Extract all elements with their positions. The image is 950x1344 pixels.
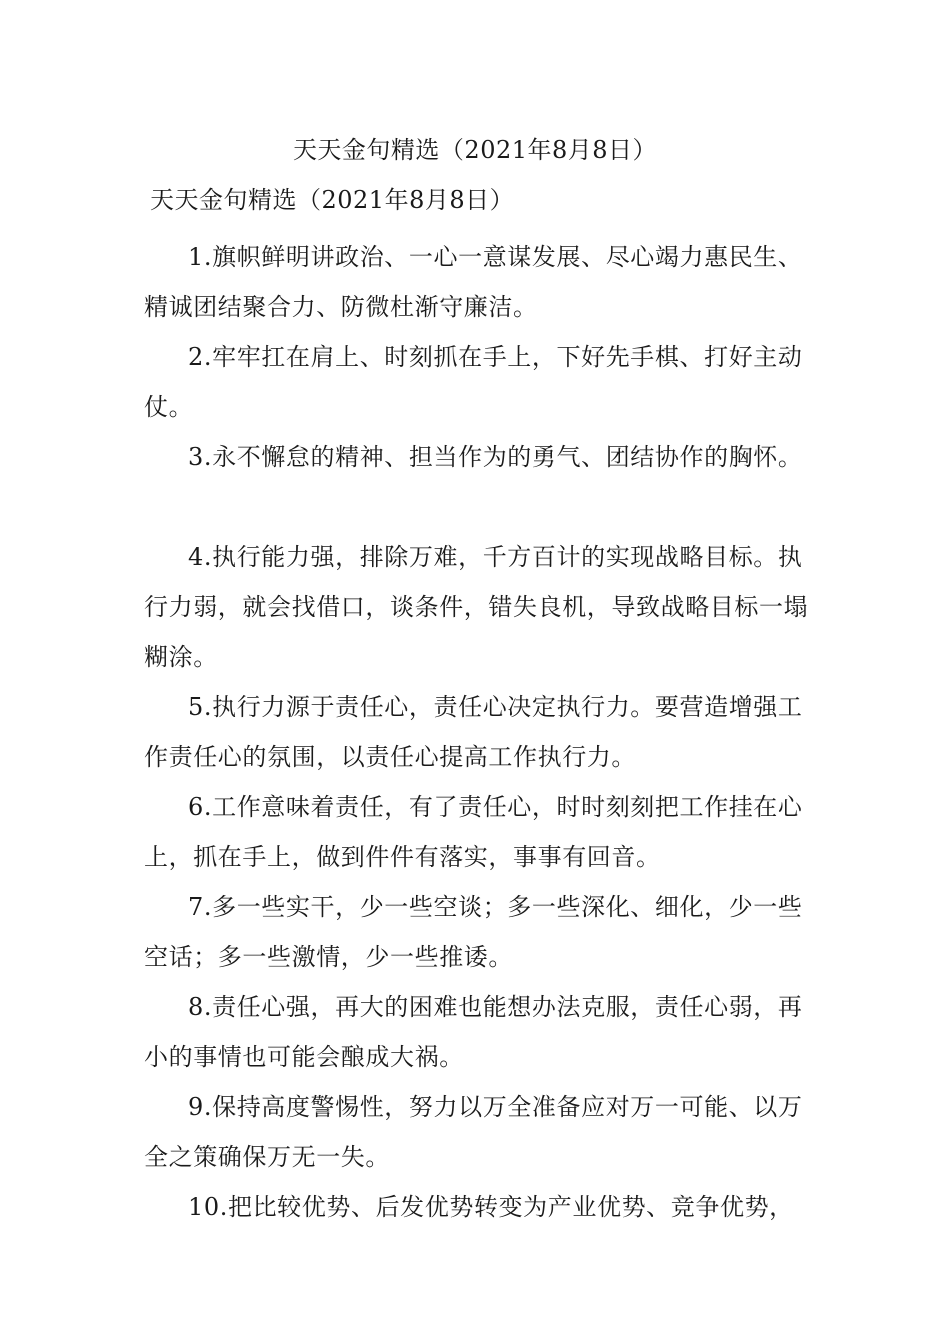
document-subtitle: 天天金句精选（2021年8月8日） (150, 186, 515, 214)
paragraph-9: 9.保持高度警惕性，努力以万全准备应对万一可能、以万全之策确保万无一失。 (144, 1093, 803, 1171)
paragraph-2: 2.牢牢扛在肩上、时刻抓在手上，下好先手棋、打好主动仗。 (144, 343, 803, 421)
paragraph-5: 5.执行力源于责任心，责任心决定执行力。要营造增强工作责任心的氛围，以责任心提高工作执行力。 (144, 693, 803, 771)
paragraph-4: 4.执行能力强，排除万难，千方百计的实现战略目标。执行力弱，就会找借口，谈条件，错失良机，导致战略目标一塌糊涂。 (144, 543, 809, 671)
paragraph-3: 3.永不懈怠的精神、担当作为的勇气、团结协作的胸怀。 (188, 443, 803, 471)
document-body (144, 232, 824, 1232)
document-title: 天天金句精选（2021年8月8日） (292, 136, 658, 164)
paragraph-10: 10.把比较优势、后发优势转变为产业优势、竞争优势， (188, 1193, 794, 1221)
paragraph-6: 6.工作意味着责任，有了责任心，时时刻刻把工作挂在心上，抓在手上，做到件件有落实，事事有回音。 (144, 793, 803, 871)
paragraph-1: 1.旗帜鲜明讲政治、一心一意谋发展、尽心竭力惠民生、精诚团结聚合力、防微杜渐守廉洁。 (144, 243, 803, 321)
paragraph-8: 8.责任心强，再大的困难也能想办法克服，责任心弱，再小的事情也可能会酿成大祸。 (144, 993, 803, 1071)
paragraph-7: 7.多一些实干，少一些空谈；多一些深化、细化，少一些空话；多一些激情，少一些推诿。 (144, 893, 803, 971)
